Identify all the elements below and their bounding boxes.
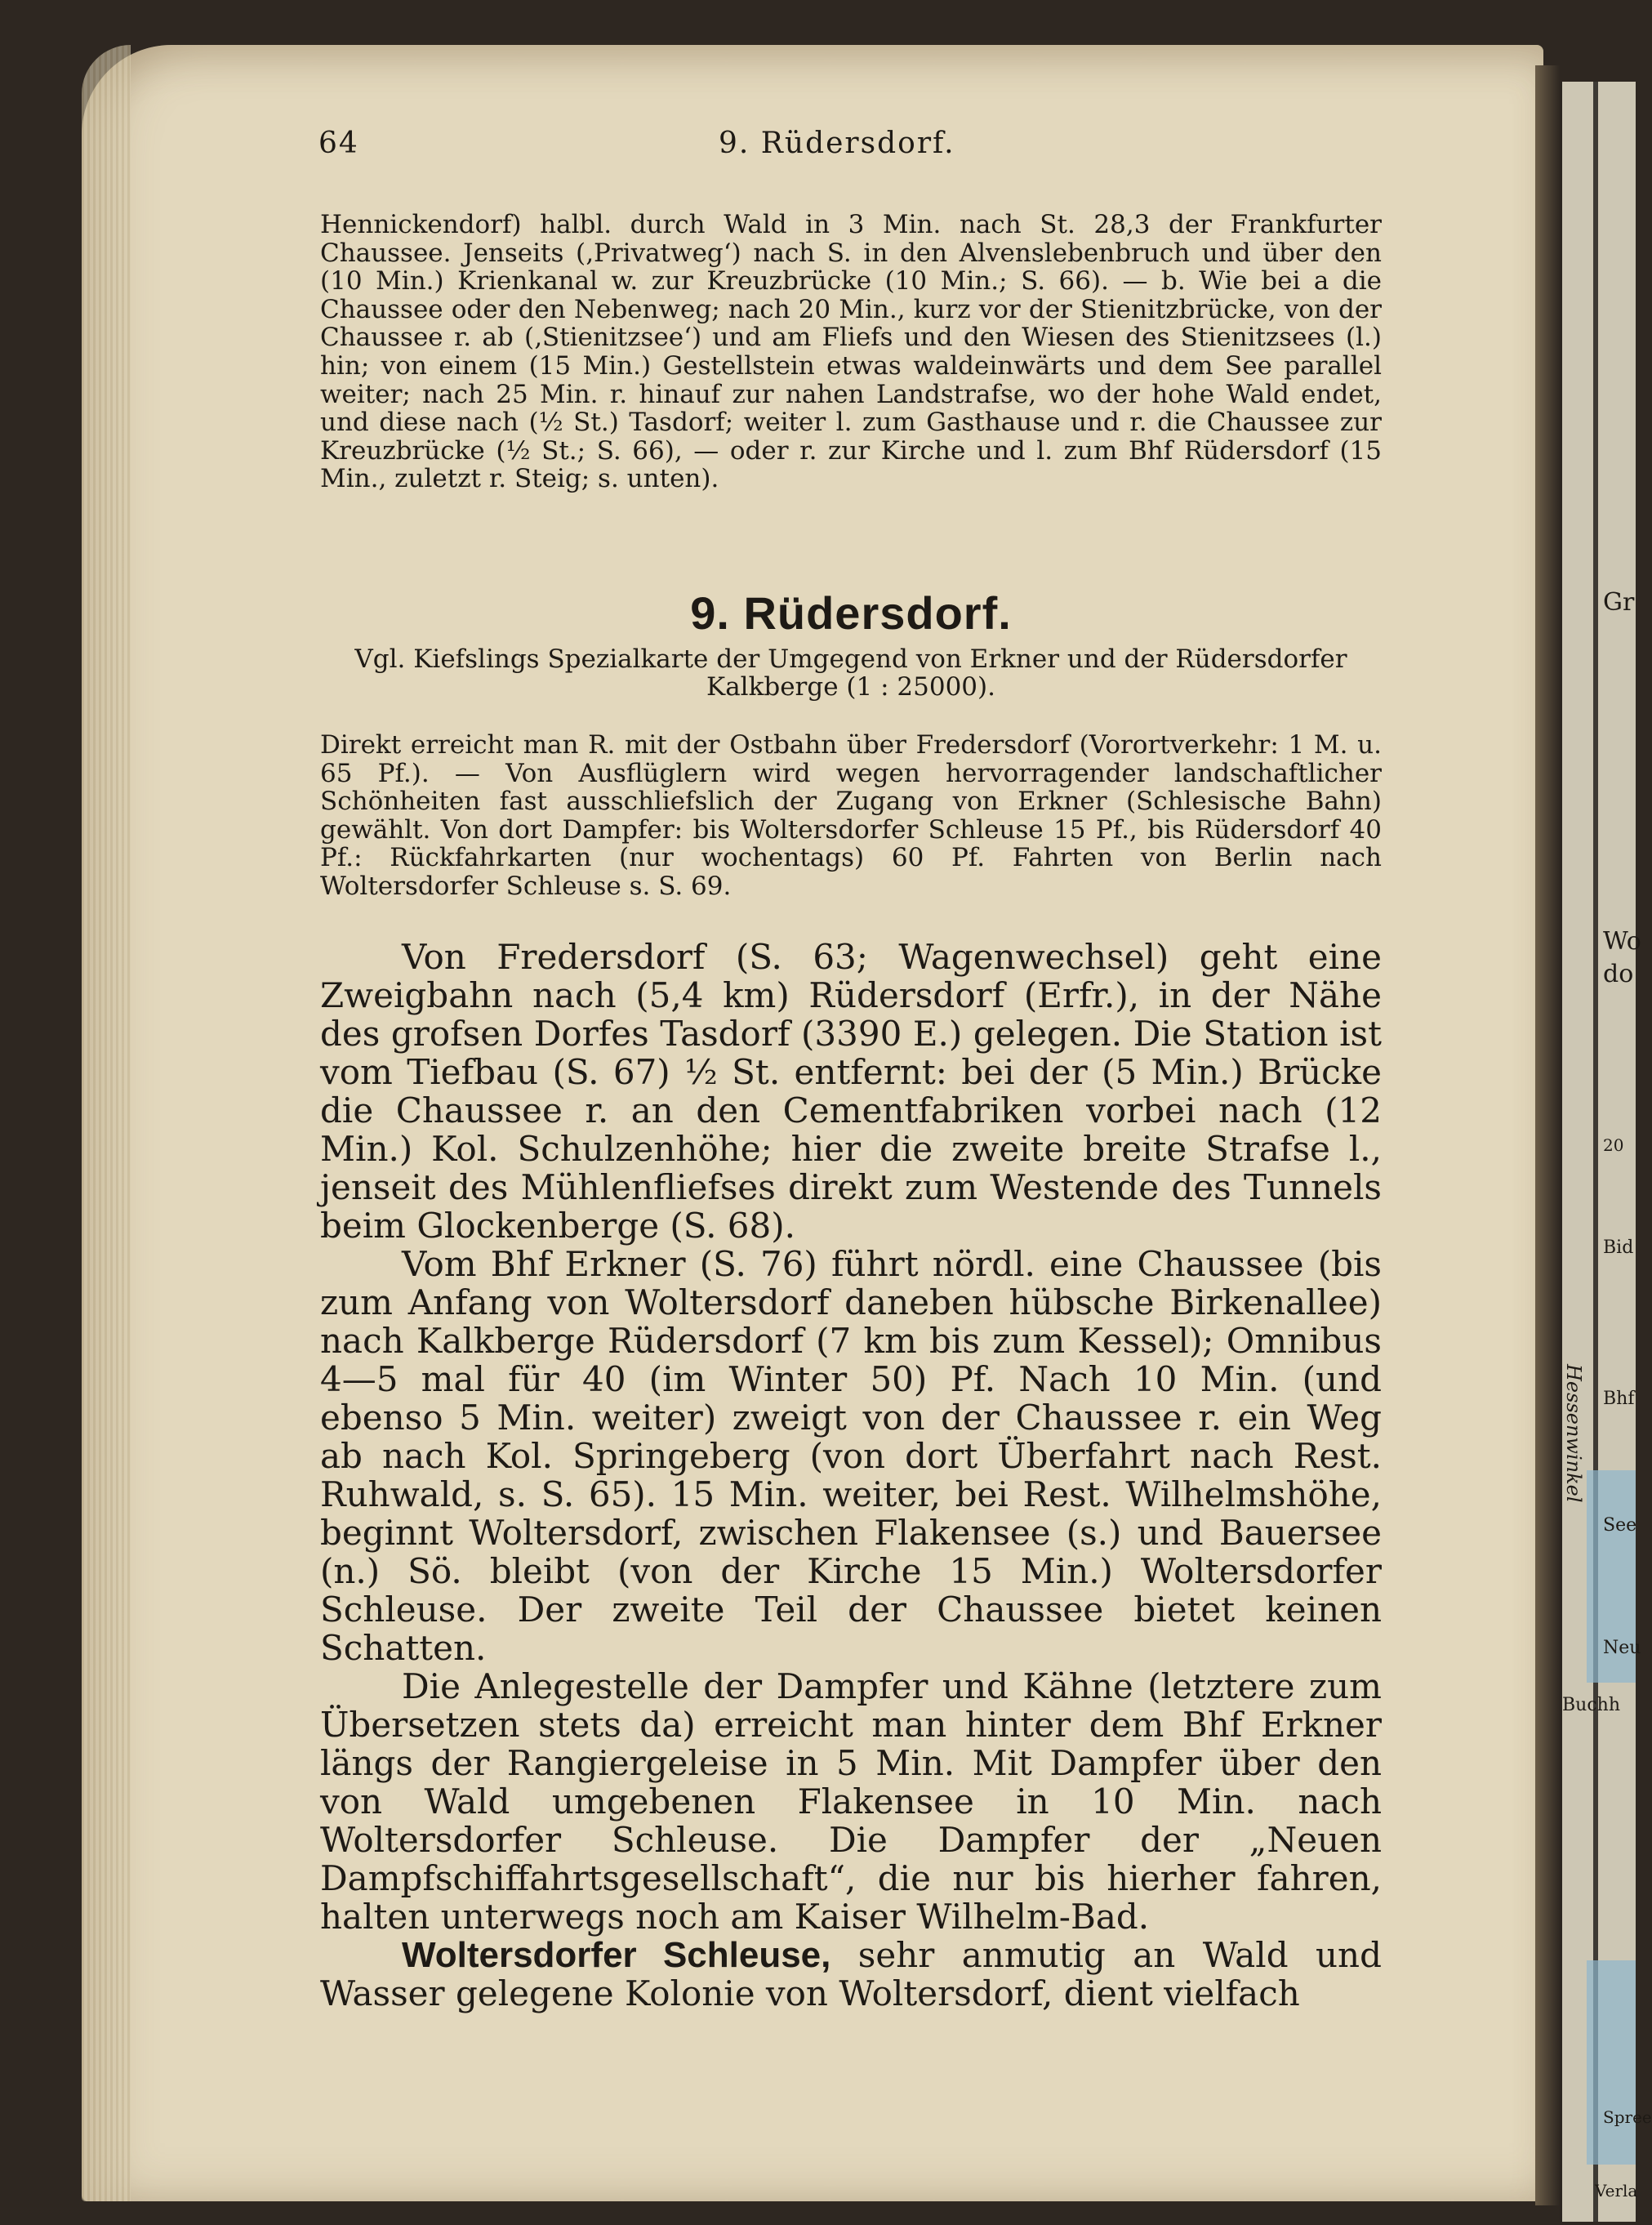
page-edges [82, 45, 131, 2201]
travel-note [320, 731, 1382, 900]
map-label: See [1603, 1515, 1637, 1536]
paragraph-erkner: Vom Bhf Erkner (S. 76) führt nördl. eine Chaussee (bis zum Anfang von Woltersdorf daneben hübsche Birkenallee) nach Kalkberge Rüdersdorf (7 km bis zum Kessel); Omnibus 4—5 mal für 40 (im Winter 50) Pf. Nach 10 Min. (und ebenso 5 Min. weiter) zweigt von der Chaussee r. ein Weg ab nach Kol. Springeberg (von dort Überfahrt nach Rest. Ruhwald, s. S. 65). 15 Min. weiter, bei Rest. Wilhelmshöhe, beginnt Woltersdorf, zwischen Flakensee (s.) und Bauersee (n.) Sö. bleibt (von der Kirche 15 Min.) Woltersdorfer Schleuse. Der zweite Teil der Chaussee bietet keinen Schatten. [320, 1244, 1382, 1668]
route-description [320, 211, 1382, 493]
map-label: 20 [1603, 1135, 1624, 1155]
travel-note-text: Direkt erreicht man R. mit der Ostbahn über Fredersdorf (Vorortverkehr: 1 M. u. 65 Pf.). — Von Ausflüglern wird wegen hervorragender landschaftlicher Schönheiten fast ausschliefslich der Zugang von Erkner (Schlesische Bahn) gewählt. Von dort Dampfer: bis Woltersdorfer Schleuse 15 Pf., bis Rüdersdorf 40 Pf.: Rückfahrkarten (nur wochentags) 60 Pf. Fahrten von Berlin nach Woltersdorfer Schleuse s. S. 69. [320, 730, 1382, 901]
page-number: 64 [318, 127, 359, 160]
paragraph-schleuse [320, 1936, 1382, 2013]
main-text [320, 938, 1382, 2013]
map-label: Bhf [1603, 1389, 1635, 1409]
map-label: Wo [1603, 927, 1641, 956]
map-vertical-label: Hessenwinkel [1562, 1364, 1585, 1503]
section-text: sehr anmutig an Wald und Wasser gelegene Kolonie von Woltersdorf, dient vielfach [320, 1935, 1382, 2013]
map-note: Vgl. Kiefslings Spezialkarte der Umgegend von Erkner und der Rüdersdorfer Kalkberge (1 : 25000). [354, 644, 1347, 702]
map-label: Buchh [1562, 1695, 1620, 1715]
map-label: Spree [1603, 2107, 1652, 2127]
page-header [318, 127, 1445, 167]
running-head: 9. Rüdersdorf. [719, 127, 955, 160]
map-label: do [1603, 960, 1634, 988]
map-label: Neu [1603, 1638, 1641, 1658]
paragraph-fredersdorf: Von Fredersdorf (S. 63; Wagenwechsel) geht eine Zweigbahn nach (5,4 km) Rüdersdorf (Erfr.), in der Nähe des grofsen Dorfes Tasdorf (3390 E.) gelegen. Die Station ist vom Tiefbau (S. 67) ½ St. entfernt: bei der (5 Min.) Brücke die Chaussee r. an den Cementfabriken vorbei nach (12 Min.) Kol. Schulzenhöhe; hier die zweite breite Strafse l., jenseit des Mühlenfliefses direkt zum Westende des Tunnels beim Glockenberge (S. 68). [320, 937, 1382, 1246]
paragraph-dampfer: Die Anlegestelle der Dampfer und Kähne (letztere zum Übersetzen stets da) erreicht man hinter dem Bhf Erkner längs der Rangiergeleise in 5 Min. Mit Dampfer über den von Wald umgebenen Flakensee in 10 Min. nach Woltersdorfer Schleuse. Die Dampfer der „Neuen Dampfschiffahrtsgesellschaft“, die nur bis hierher fahren, halten unterwegs noch am Kaiser Wilhelm-Bad. [320, 1666, 1382, 1937]
map-label: Gr [1603, 588, 1635, 617]
section-heading: Woltersdorfer Schleuse, [402, 1935, 831, 1975]
book-gutter [1535, 65, 1560, 2205]
folded-map-strip [1560, 82, 1652, 2222]
map-label: Verla [1595, 2181, 1638, 2200]
small-paragraph: Hennickendorf) halbl. durch Wald in 3 Min. nach St. 28,3 der Frankfurter Chaussee. Jenseits (‚Privatweg‘) nach S. in den Alvenslebenbruch und über den (10 Min.) Krienkanal w. zur Kreuzbrücke (10 Min.; S. 66). — b. Wie bei a die Chaussee oder den Nebenweg; nach 20 Min., kurz vor der Stienitzbrücke, von der Chaussee r. ab (‚Stienitzsee‘) und am Fliefs und den Wiesen des Stienitzsees (l.) hin; von einem (15 Min.) Gestellstein etwas waldeinwärts und dem See parallel weiter; nach 25 Min. r. hinauf zur nahen Landstrafse, wo der hohe Wald endet, und diese nach (½ St.) Tasdorf; weiter l. zum Gasthause und r. die Chaussee zur Kreuzbrücke (½ St.; S. 66), — oder r. zur Kirche und l. zum Bhf Rüdersdorf (15 Min., zuletzt r. Steig; s. unten). [320, 210, 1382, 494]
map-label: Bid [1603, 1237, 1634, 1258]
chapter-title: 9. Rüdersdorf. [690, 587, 1012, 639]
map-reference [320, 645, 1382, 701]
